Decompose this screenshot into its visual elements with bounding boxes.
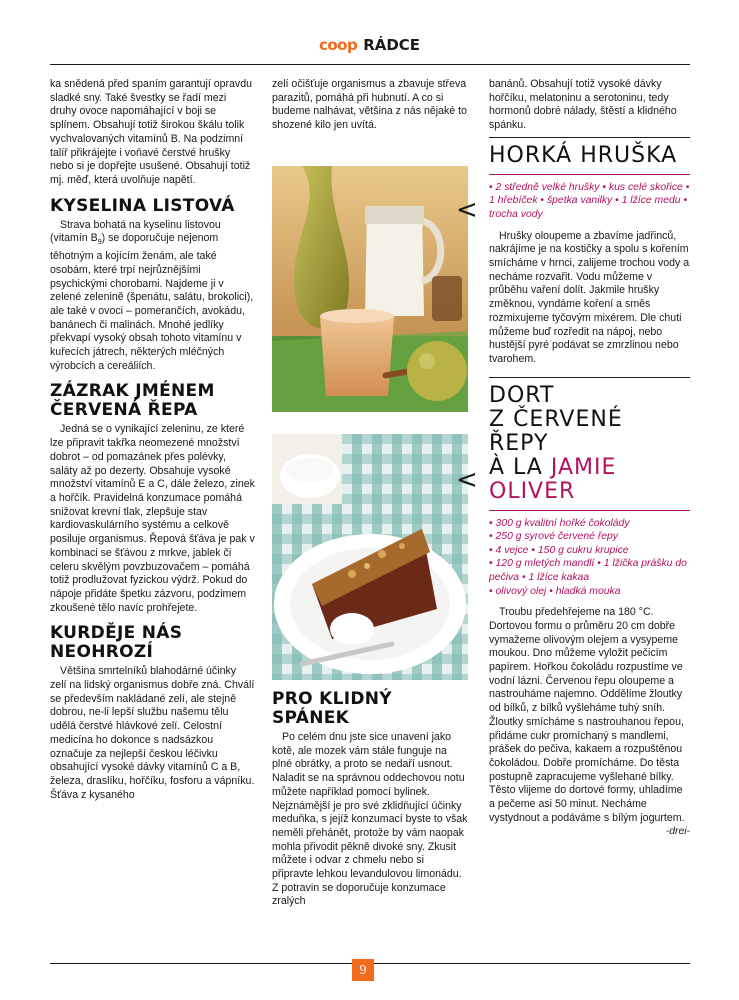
section-rule — [489, 377, 690, 378]
page-header — [0, 30, 739, 60]
section-rule — [489, 137, 690, 138]
header-rule — [50, 64, 690, 65]
column-middle — [272, 78, 468, 133]
page-number: 9 — [352, 959, 374, 981]
beet-cake-illustration — [272, 434, 468, 680]
klidny-paragraph: Po celém dnu jste sice unavení jako kotě, ale mozek vám stále funguje na plné obrátky, a proto se nedaří usnout. Naladit se na správnou oddechovou notu můžete například pomocí bylinek. Nejznámější je pro své zklidňující účinky meduňka, s jejíž konzumací byste to však neměli přehánět, protože by vám naopak mohla přivodit pěkně divoké sny. Zkusit můžete i odvar z chmelu nebo si připravte lehkou levandulovou limonádu. Z potravin se doporučuje konzumace zralých — [272, 731, 468, 908]
heading-dort: DORT Z ČERVENÉ ŘEPY À LA JAMIE OLIVER — [489, 382, 623, 504]
zeli-paragraph: zelí očišťuje organismus a zbavuje střeva parazitů, pomáhá při hubnutí. A co si budeme nalhávat, většina z nás nějaké to shozené kilo jen uvítá. — [272, 78, 467, 132]
heading-pro-klidny-spanek: PRO KLIDNÝ SPÁNEK — [272, 689, 392, 728]
author-signature: -drei- — [665, 826, 690, 838]
chevron-left-icon: < — [456, 195, 478, 225]
photo-pear-juice — [272, 166, 468, 412]
pear-juice-illustration — [272, 166, 468, 412]
ingredients-dort: • 300 g kvalitní hořké čokolády • 250 g syrové červené řepy • 4 vejce • 150 g cukru krupice • 120 g mletých mandlí • 1 lžička prášku do pečiva • 1 lžíce kakaa • olivový olej • hladká mouka — [489, 517, 687, 597]
zazrak-paragraph: Jedná se o vynikající zeleninu, ze které lze připravit takřka neomezené množství dobrot – od pomazánek přes polévky, saláty až po dezerty. Obsahuje vysoké množství vitamínů E a C, dále železo, zinek a hořčík. Pravidelná konzumace pomáhá snižovat krevní tlak, zlepšuje stav kardiovaskulárního systému a celkově posiluje organismus. Řepová šťáva je pak v kombinaci se šťávou z mrkve, jablek či celeru skvělým povzbuzovačem – pomáhá totiž prodlužovat fyzickou výdrž. Pokud do nápoje přidáte špetku zázvoru, podzimem zkoušené tělo navíc prohřejete. — [50, 423, 255, 614]
column-middle-lower — [272, 690, 468, 909]
heading-zazrak-cervena-repa: ZÁZRAK JMÉNEM ČERVENÁ ŘEPA — [50, 381, 215, 421]
banany-paragraph: banánů. Obsahují totiž vysoké dávky hořčíku, melatoninu a serotoninu, tedy hormonů dobré nálady, štěstí a klidného spánku. — [489, 78, 677, 132]
heading-kurdeje: KURDĚJE NÁS NEOHROZÍ — [50, 623, 183, 663]
ingredients-hruska: • 2 středně velké hrušky • kus celé skořice • 1 hřebíček • špetka vanilky • 1 lžíce medu • trocha vody — [489, 181, 690, 220]
kurdeje-paragraph: Většina smrtelníků blahodárné účinky zelí na lidský organismus dobře zná. Chválí se především nakládané zelí, ale stejně dobrou, ne-li lepší službu našemu tělu udělá čerstvé hlávkové zelí. Celostní medicína ho dokonce s nadsázkou označuje za nejlepší českou léčivku obsahující vysoké dávky vitamínů C a B, železa, draslíku, hořčíku, fosforu a vápníku. Šťáva z kysaného — [50, 665, 255, 801]
intro-paragraph: ka snědená před spaním garantují opravdu sladké sny. Také švestky se řadí mezi druhy ovoce napomáhající v boji se splínem. Obsahují totiž širokou škálu tolik vychvalovaných vitamínů B. Na podzimní talíř přikrájejte i voňavé čerstvé hrušky nebo si je dopřejte usušené. Obsahují totiž mj. měď, která uvolňuje napětí. — [50, 78, 253, 186]
column-right — [489, 78, 690, 839]
kyselina-paragraph: Strava bohatá na kyselinu listovou (vitamín $B_9$) se doporučuje nejenom těhotným a kojícím ženám, ale také osobám, které trpí nejrůznějšími psychickými chorobami. Najdeme ji v zelené zelenině (špenátu, salátu, brokolici), ale také v ovoci – pomerančích, avokádu, banánech či malinách. Mnohé jedlíky překvapí vysoký obsah tohoto vitamínu v kuřecích játrech, některých mléčných výrobcích a cereáliích. — [50, 218, 254, 372]
dort-recipe: Troubu předehřejeme na 180 °C. Dortovou formu o průměru 20 cm dobře vymažeme olivovým olejem a vysypeme moukou. Dno můžeme vyložit pečicím papírem. Hořkou čokoládu rozpustíme ve vodní lázni. Červenou řepu oloupeme a nastrouháme najemno. Oddělíme žloutky od bílků, z bílků vyšleháme tuhý sníh. Žloutky smícháme s nastrouhanou řepou, přidáme cukr promíchaný s mandlemi, prášek do pečiva, kakaem a rozpuštěnou čokoládou. Dobře promícháme. Do těsta postupně zapracujeme vyšlehané bílky. Těsto vlijeme do dortové formy, uhladíme a pečeme asi 50 minut. Necháme vystydnout a podáváme s bílým jogurtem. — [489, 606, 685, 824]
hruska-recipe: Hrušky oloupeme a zbavíme jadřinců, nakrájíme je na kostičky a spolu s kořením smícháme v hrnci, zalijeme trochou vody a necháme rozvařit. Vodu můžeme v průběhu vaření dolít. Jakmile hrušky změknou, vyndáme koření a směs rozmixujeme tyčovým mixérem. Dle chuti můžeme buď rozředit na nápoj, nebo hustější pyré podávat se zmrzlinou nebo tvarohem. — [489, 229, 690, 365]
coop-logo: coop — [318, 36, 358, 54]
brand — [319, 36, 420, 54]
chevron-left-icon: < — [456, 465, 478, 495]
heading-horka-hruska: HORKÁ HRUŠKA — [489, 142, 678, 168]
column-left — [50, 78, 255, 802]
pink-rule — [489, 510, 690, 511]
photo-beet-cake — [272, 434, 468, 680]
magazine-title: RÁDCE — [363, 36, 421, 54]
pink-rule — [489, 174, 690, 175]
heading-kyselina-listova: KYSELINA LISTOVÁ — [50, 195, 235, 216]
